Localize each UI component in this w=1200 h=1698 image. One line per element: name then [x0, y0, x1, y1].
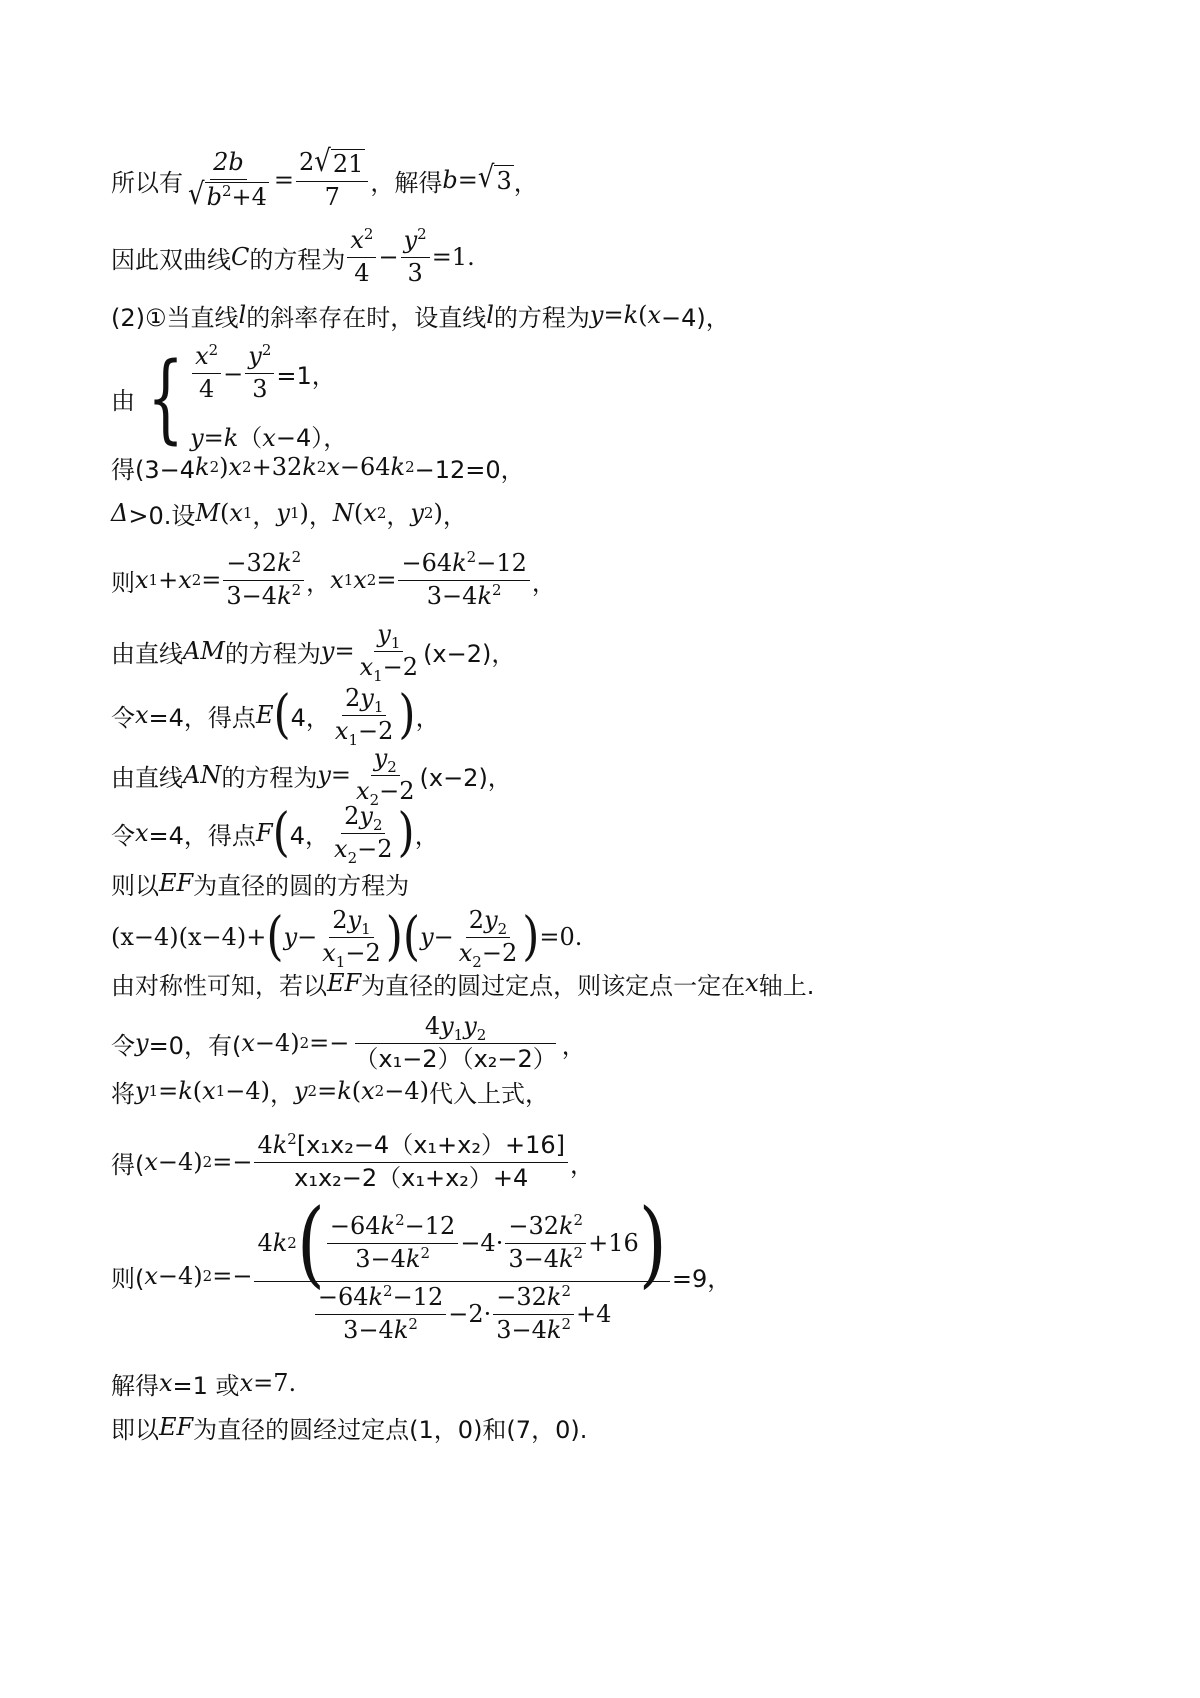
text: +4 [231, 182, 267, 211]
square-root: √ 3 [477, 160, 512, 195]
text: 为直径的圆的方程为 [193, 871, 410, 900]
text: ， [513, 168, 538, 197]
text: 所以有 [111, 168, 183, 197]
text: 7 [324, 182, 340, 211]
text: (x−2)， [423, 639, 516, 668]
solution-line-1: 所以有 2b √ $b^2+4$ = 2 √ 21 7 ，解得 b = √ 3 ， [111, 144, 538, 212]
fraction: $\frac{y^2}{3}$ [401, 227, 430, 287]
text: 则以 [111, 871, 159, 900]
text: 3 [496, 167, 512, 195]
text: 解得 [111, 1371, 159, 1400]
text: k [223, 423, 239, 452]
text: b [206, 182, 222, 211]
solution-line-8: 由直线 AM 的方程为 y = $\frac{y_1}{x_1-2}$ (x−2)， [111, 619, 516, 685]
text: 3−4 [226, 581, 278, 610]
text: E [255, 701, 274, 729]
solution-line-11: 令 x =4，得点 F ( 4， $\frac{2y_2}{x_2-2}$ ) ， [111, 801, 439, 867]
solution-line-9: 令 x =4，得点 E ( 4， $\frac{2y_1}{x_1-2}$ ) ， [111, 683, 440, 749]
solution-line-3 [111, 298, 730, 332]
text: = [457, 166, 478, 194]
solution-line-10: 由直线 AN 的方程为 y = $\frac{y_2}{x_2-2}$ (x−2)， [111, 743, 512, 809]
text: =4，得点 [148, 821, 256, 850]
solution-line-16: 将 y 1 = k ( x 1 −4) ， y 2 = k ( x 2 −4) 代入上式， [111, 1074, 549, 1108]
text: x [647, 301, 662, 329]
fraction: $\frac{x^2}{4}$ [347, 227, 376, 287]
text: （ [238, 423, 263, 452]
text: =1. [431, 243, 475, 271]
text: 的方程为 [221, 763, 318, 792]
text: =1 或 [172, 1371, 240, 1400]
square-root: √ 21 [314, 144, 364, 179]
solution-line-18: 则( x −4) 2 =− 4 k 2 ( $\frac{-64k^2-12}{3-4k^2}$ −4· $\frac{-32k^2}{3-4k^2}$ +16 ) $\frac{-64k^2-12}{3-4k^2}$ −2· $\frac{-32k^2}{3-4k^2}$ +4 =9， [111, 1188, 732, 1344]
text: −32 [226, 548, 278, 577]
solution-line-20 [111, 1410, 587, 1444]
text: −64 [401, 548, 453, 577]
text: −12 [476, 548, 527, 577]
text: 即以 [111, 1415, 159, 1444]
text: =9， [671, 1264, 732, 1293]
text: ，解得 [370, 168, 443, 197]
text: 令 [111, 1031, 135, 1060]
text: 4， [290, 703, 330, 732]
text: 得(3−4 [111, 455, 196, 484]
text: k [623, 301, 639, 329]
solution-line-4-system: 由 { $\frac{x^2}{4}$ − $\frac{y^2}{3}$ =1， y=k（x−4）， [111, 341, 348, 454]
big-fraction: 4 k 2 ( $\frac{-64k^2-12}{3-4k^2}$ −4· $\frac{-32k^2}{3-4k^2}$ +16 ) $\frac{-64k^2-12}{3-4k^2}$ −2· $\frac{-32k^2}{3-4k^2}$ +4 [254, 1207, 669, 1344]
text: 4， [289, 821, 330, 850]
solution-line-7: 则 x 1 + x 2 = $\frac{-32k^2}{3-4k^2}$ ， x 1 x 2 = $\frac{-64k^2-12}{3-4k^2}$ ， [111, 547, 556, 610]
text: N [332, 499, 354, 527]
text: C [231, 243, 250, 271]
brace-symbol: { [147, 342, 184, 454]
text: 轴上. [758, 971, 815, 1000]
text: =4，得点 [148, 703, 256, 732]
text: −12=0， [414, 455, 525, 484]
text: M [195, 499, 220, 527]
text: −4) [254, 1029, 300, 1057]
text: ( [638, 301, 648, 329]
text: −4）， [275, 423, 348, 452]
text: 4 [424, 1011, 441, 1040]
text: x₁x₂−2（x₁+x₂）+4 [294, 1163, 529, 1192]
text: 的方程为 [224, 639, 321, 668]
solution-line-13: (x−4)(x−4)+ ( y − $\frac{2y_1}{x_1-2}$ ) ( y − $\frac{2y_2}{x_2-2}$ ) =0. [111, 905, 583, 971]
text: 因此双曲线 [111, 245, 231, 274]
text: 由直线 [111, 763, 183, 792]
text: [x₁x₂−4（x₁+x₂）+16] [296, 1130, 565, 1159]
text: AN [183, 761, 222, 789]
text: 3−4 [426, 581, 478, 610]
solution-line-12 [111, 866, 409, 900]
text: 2b [213, 147, 244, 176]
text: EF [159, 1413, 194, 1441]
text: 则 [111, 568, 135, 597]
text: =1， [276, 362, 336, 390]
text: （x₁−2）（x₂−2） [354, 1044, 557, 1073]
text: =0，有( [148, 1031, 242, 1060]
fraction [185, 149, 272, 211]
text: −64 [339, 453, 391, 481]
text: 则( [111, 1264, 145, 1293]
text: EF [327, 969, 362, 997]
text: 由 [111, 386, 135, 415]
text: (x−4)(x−4)+ [111, 923, 267, 951]
text: Δ [111, 499, 129, 527]
text: y [190, 423, 204, 452]
text: −4)， [661, 303, 730, 332]
text: 21 [332, 149, 364, 178]
solution-line-17: 得( x −4) 2 =− $\frac{4k^2[x_1x_2-4(x_1+x_2)+16]}{\text{x₁x₂−2（x₁+x₂）+4}}$ ， [111, 1129, 594, 1192]
text: 得( [111, 1150, 145, 1179]
text: =0. [539, 923, 583, 951]
solution-line-6: Δ >0.设 M ( x 1 ， y 1 ) ， N ( x 2 ， y 2 ) ， [111, 496, 467, 530]
text: 为直径的圆经过定点(1，0)和(7，0). [193, 1415, 588, 1444]
text: +32 [251, 453, 303, 481]
text: (x−2)， [419, 763, 512, 792]
text: 令 [111, 703, 135, 732]
solution-line-15: 令 y =0，有( x −4) 2 =− $\frac{4y_1y_2}{\text{（x₁−2）（x₂−2）}}$ ， [111, 1011, 586, 1073]
text: 2 [299, 147, 315, 176]
text: ) [219, 453, 229, 481]
text: 为直径的圆过定点，则该定点一定在 [361, 971, 746, 1000]
text: 由对称性可知，若以 [111, 971, 327, 1000]
text: 令 [111, 821, 135, 850]
text: EF [159, 869, 194, 897]
text: 的斜率存在时，设直线 [246, 303, 487, 332]
text: 的方程为 [493, 303, 590, 332]
solution-line-19: 解得 x =1 或 x =7. [111, 1366, 296, 1400]
text: 代入上式， [428, 1079, 549, 1108]
square-root: √ $b^2+4$ [188, 176, 267, 212]
text: >0.设 [128, 501, 196, 530]
text: 由直线 [111, 639, 183, 668]
text: l [486, 301, 494, 329]
text: 将 [111, 1079, 135, 1108]
text: =7. [253, 1369, 297, 1397]
text: y [589, 301, 604, 329]
text: b [442, 166, 458, 194]
text: F [255, 819, 273, 847]
solution-line-5: 得(3−4 k 2 ) x 2 +32 k 2 x −64 k 2 −12=0， [111, 450, 525, 484]
text: = [603, 301, 624, 329]
text: = [203, 423, 224, 452]
fraction [296, 144, 368, 211]
solution-line-14: 由对称性可知，若以 EF 为直径的圆过定点，则该定点一定在 x 轴上. [111, 966, 814, 1000]
text: l [238, 301, 247, 329]
text: x [262, 423, 276, 452]
text: 的方程为 [249, 245, 346, 274]
solution-line-2: 因此双曲线 C 的方程为 $\frac{x^2}{4}$ − $\frac{y^2}{3}$ =1. [111, 224, 475, 287]
text: AM [183, 637, 225, 665]
text: (2)①当直线 [111, 303, 239, 332]
